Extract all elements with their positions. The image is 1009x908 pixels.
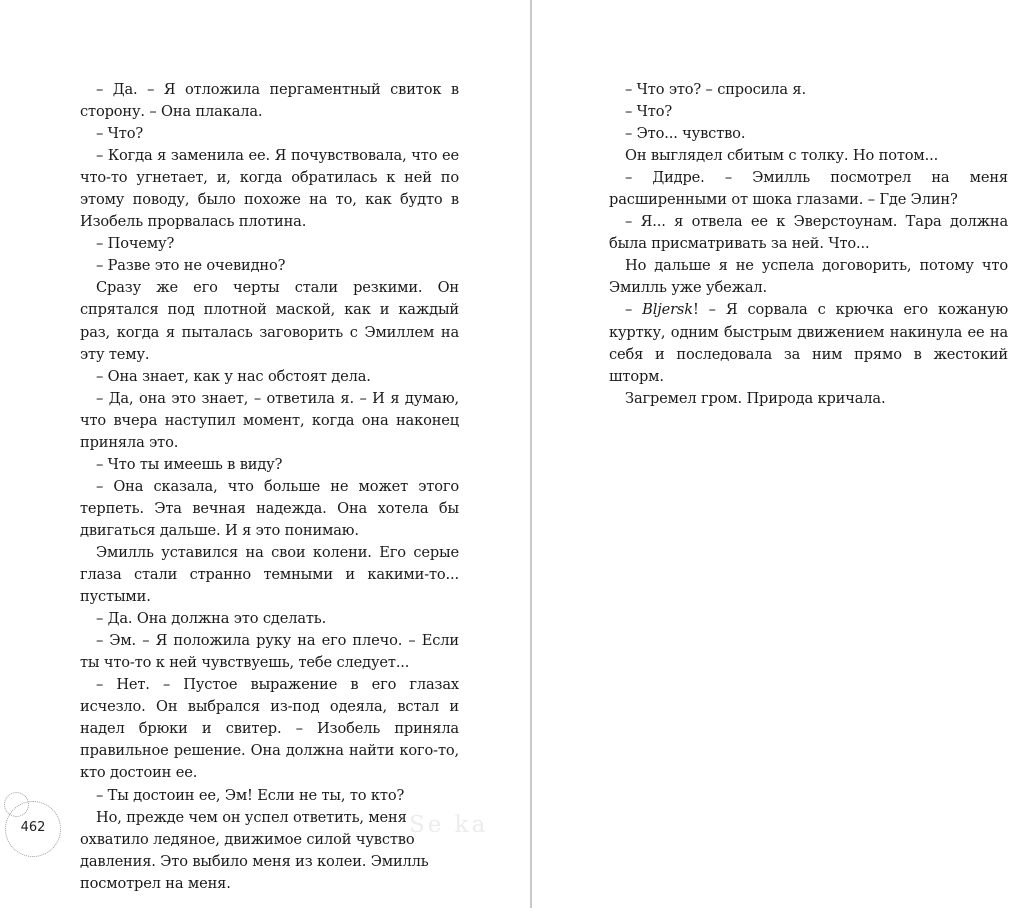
right-page-text [609,79,1008,410]
left-page-text [80,79,459,895]
paragraph-rest: ! – Я сорвала с крючка его кожаную куртку, одним быстрым движением накинула ее на себя и последовала за ним прямо в жестокий шторм. [609,301,1008,385]
paragraph: – Да, она это знает, – ответила я. – И я думаю, что вчера наступил момент, когда она наконец приняла это. [80,389,459,451]
paragraph: – Разве это не очевидно? [96,257,286,275]
paragraph: Он выглядел сбитым с толку. Но потом... [625,147,939,165]
paragraph: – Ты достоин ее, Эм! Если не ты, то кто? [96,786,405,804]
paragraph: – Я... я отвела ее к Эверстоунам. Тара должна была присматривать за ней. Что... [609,213,1008,253]
paragraph: – Да. – Я отложила пергаментный свиток в сторону. – Она плакала. [80,81,459,121]
paragraph: – Это... чувство. [625,125,746,143]
paragraph: – Она знает, как у нас обстоят дела. [96,367,371,385]
paragraph: – Когда я заменила ее. Я почувствовала, что ее что-то угнетает, и, когда обратилась к ней по этому поводу, было похоже на то, как будто в Изобель прорвалась плотина. [80,147,459,231]
paragraph: – Почему? [96,235,175,253]
paragraph: – Эм. – Я положила руку на его плечо. – Если ты что-то к ней чувствуешь, тебе следует... [80,632,459,672]
paragraph: – Что? [625,103,673,121]
paragraph: – Да. Она должна это сделать. [96,610,327,628]
paragraph: – Она сказала, что больше не может этого терпеть. Эта вечная надежда. Она хотела бы двигаться дальше. И я это понимаю. [80,477,459,539]
watermark: Se ka [409,812,489,838]
bljersk-word: Bljersk [642,301,693,319]
book-gutter [530,0,532,908]
paragraph: – Что? [96,125,144,143]
paragraph: Но, прежде чем он успел ответить, меня охватило ледяное, движимое силой чувство давления. Это выбило меня из колеи. Эмилль посмотрел на меня. [80,808,429,892]
paragraph: – Что ты имеешь в виду? [96,455,283,473]
paragraph: Эмилль уставился на свои колени. Его серые глаза стали странно темными и какими-то... пустыми. [80,543,459,606]
paragraph: Но дальше я не успела договорить, потому что Эмилль уже убежал. [609,257,1008,297]
paragraph: – Нет. – Пустое выражение в его глазах исчезло. Он выбрался из-под одеяла, встал и надел брюки и свитер. – Изобель приняла правильное решение. Она должна найти кого-то, кто достоин ее. [80,676,459,782]
paragraph: Сразу же его черты стали резкими. Он спрятался под плотной маской, как и каждый раз, когда я пыталась заговорить с Эмиллем на эту тему. [80,279,459,363]
paragraph: Загремел гром. Природа кричала. [625,389,886,407]
paragraph: – Что это? – спросила я. [625,81,806,98]
paragraph: – Bljersk! – Я сорвала с крючка его кожаную куртку, одним быстрым движением накинула ее на себя и последовала за ним прямо в жестокий шторм. [609,301,1008,385]
paragraph: – Дидре. – Эмилль посмотрел на меня расширенными от шока глазами. – Где Элин? [609,169,1008,209]
page-number: 462 [20,820,46,835]
